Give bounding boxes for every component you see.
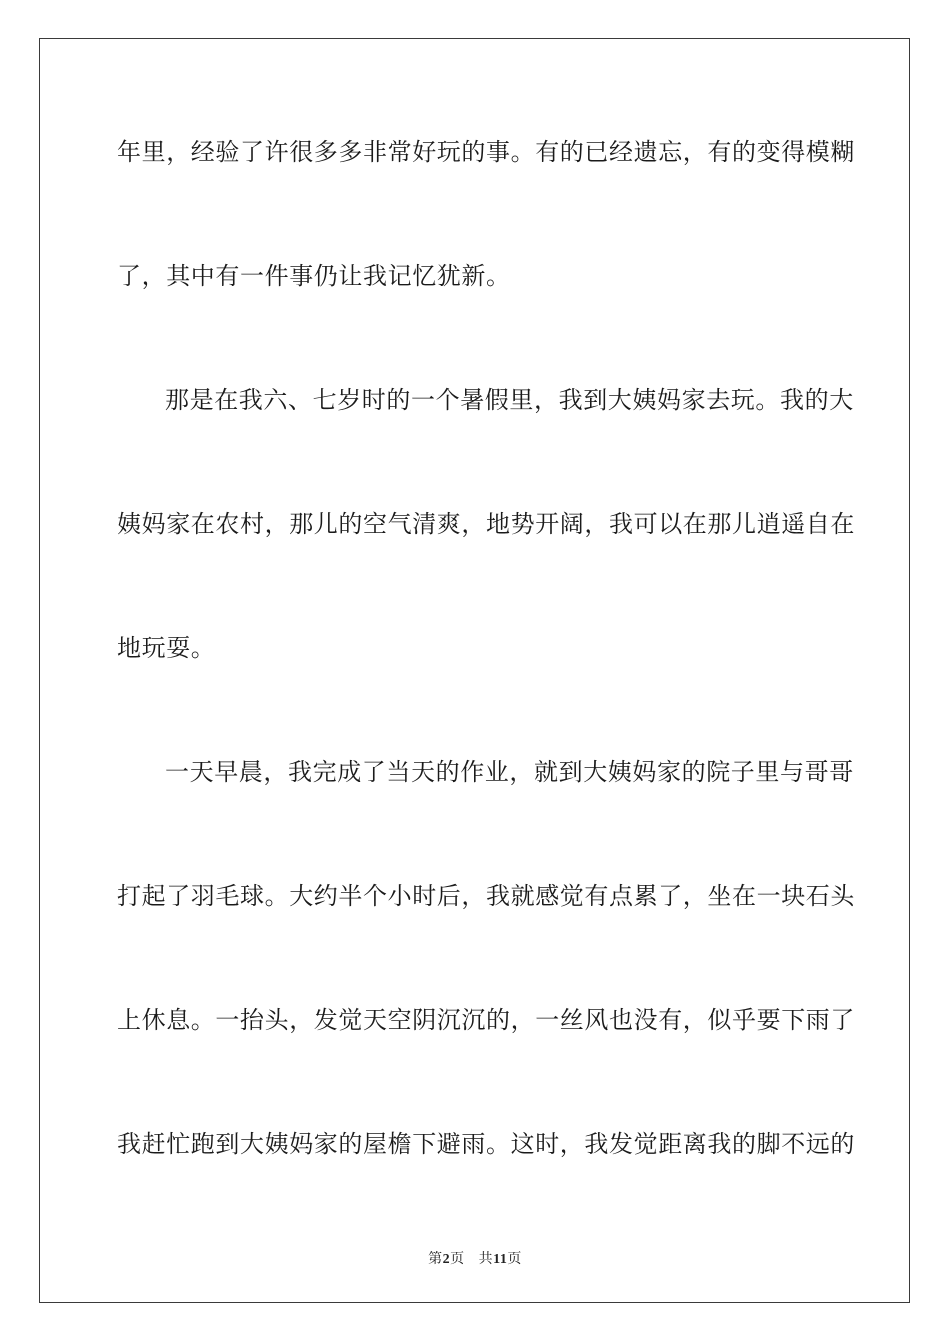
text-line-5: 地玩耍。 — [117, 634, 216, 662]
text-line-9: 我赶忙跑到大姨妈家的屋檐下避雨。这时，我发觉距离我的脚不远的 — [117, 1130, 855, 1158]
text-line-1: 年里，经验了许很多多非常好玩的事。有的已经遗忘，有的变得模糊 — [117, 138, 855, 166]
text-line-6: 一天早晨，我完成了当天的作业，就到大姨妈家的院子里与哥哥 — [165, 758, 854, 786]
page-border — [39, 38, 910, 1303]
total-prefix: 共 — [478, 1252, 494, 1267]
page-footer — [0, 1248, 950, 1268]
text-line-7: 打起了羽毛球。大约半个小时后，我就感觉有点累了，坐在一块石头 — [117, 882, 855, 910]
text-line-3: 那是在我六、七岁时的一个暑假里，我到大姨妈家去玩。我的大 — [165, 386, 854, 414]
page-suffix: 页 — [450, 1252, 465, 1267]
page-prefix: 第 — [428, 1252, 443, 1267]
total-pages: 11 — [493, 1252, 508, 1267]
total-suffix: 页 — [507, 1252, 522, 1267]
text-line-2: 了，其中有一件事仍让我记忆犹新。 — [117, 262, 511, 290]
text-line-4: 姨妈家在农村，那儿的空气清爽，地势开阔，我可以在那儿逍遥自在 — [117, 510, 855, 538]
page-number: 2 — [442, 1252, 451, 1267]
text-line-8: 上休息。一抬头，发觉天空阴沉沉的，一丝风也没有，似乎要下雨了 — [117, 1006, 855, 1034]
